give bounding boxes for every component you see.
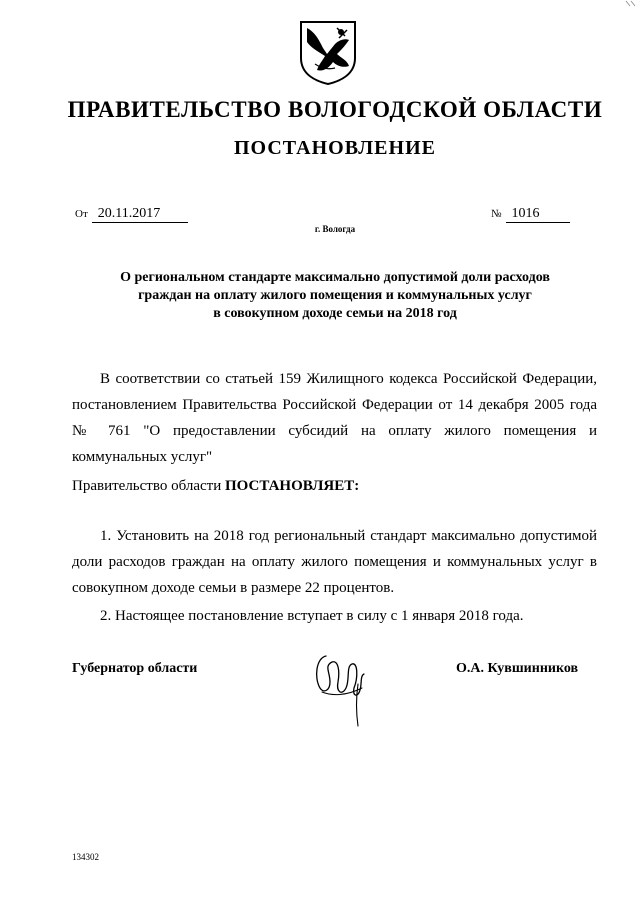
signatory-position: Губернатор области — [72, 661, 198, 676]
document-heading — [70, 269, 600, 323]
resolves-paragraph — [72, 473, 597, 499]
handwritten-signature-icon — [312, 648, 366, 728]
heading-line: граждан на оплату жилого помещения и коммунальных услуг — [138, 288, 532, 303]
number-value: 1016 — [506, 206, 570, 223]
document-type: ПОСТАНОВЛЕНИЕ — [234, 137, 436, 159]
resolves-keyword: ПОСТАНОВЛЯЕТ: — [224, 478, 360, 494]
resolves-prefix: Правительство области — [72, 478, 225, 494]
date-value: 20.11.2017 — [92, 206, 188, 223]
item-1-paragraph: 1. Установить на 2018 год региональный стандарт максимально допустимой доли расходов граждан на оплату жилого помещения и коммунальных услуг в совокупном доходе семьи в размере 22 процентов. — [72, 528, 597, 596]
preamble-paragraph: В соответствии со статьей 159 Жилищного кодекса Российской Федерации, постановлением Правительства Российской Федерации от 14 декабря 2005 года № 761 "О предоставлении субсидий на оплату жилого помещения и коммунальных услуг" — [72, 371, 597, 465]
city-label: г. Вологда — [314, 224, 356, 234]
footer-code: 134302 — [72, 852, 99, 862]
document-date — [75, 205, 188, 223]
item-2-paragraph: 2. Настоящее постановление вступает в силу с 1 января 2018 года. — [100, 608, 524, 624]
corner-mark-icon — [600, 0, 640, 8]
date-label: От — [75, 208, 88, 220]
document-number — [491, 205, 570, 223]
organization-title: ПРАВИТЕЛЬСТВО ВОЛОГОДСКОЙ ОБЛАСТИ — [67, 97, 603, 122]
heading-line: в совокупном доходе семьи на 2018 год — [213, 306, 457, 321]
vologda-coat-of-arms-icon — [297, 18, 359, 86]
number-label: № — [491, 208, 502, 220]
signatory-name: О.А. Кувшинников — [456, 661, 579, 676]
heading-line: О региональном стандарте максимально допустимой доли расходов — [120, 270, 550, 285]
